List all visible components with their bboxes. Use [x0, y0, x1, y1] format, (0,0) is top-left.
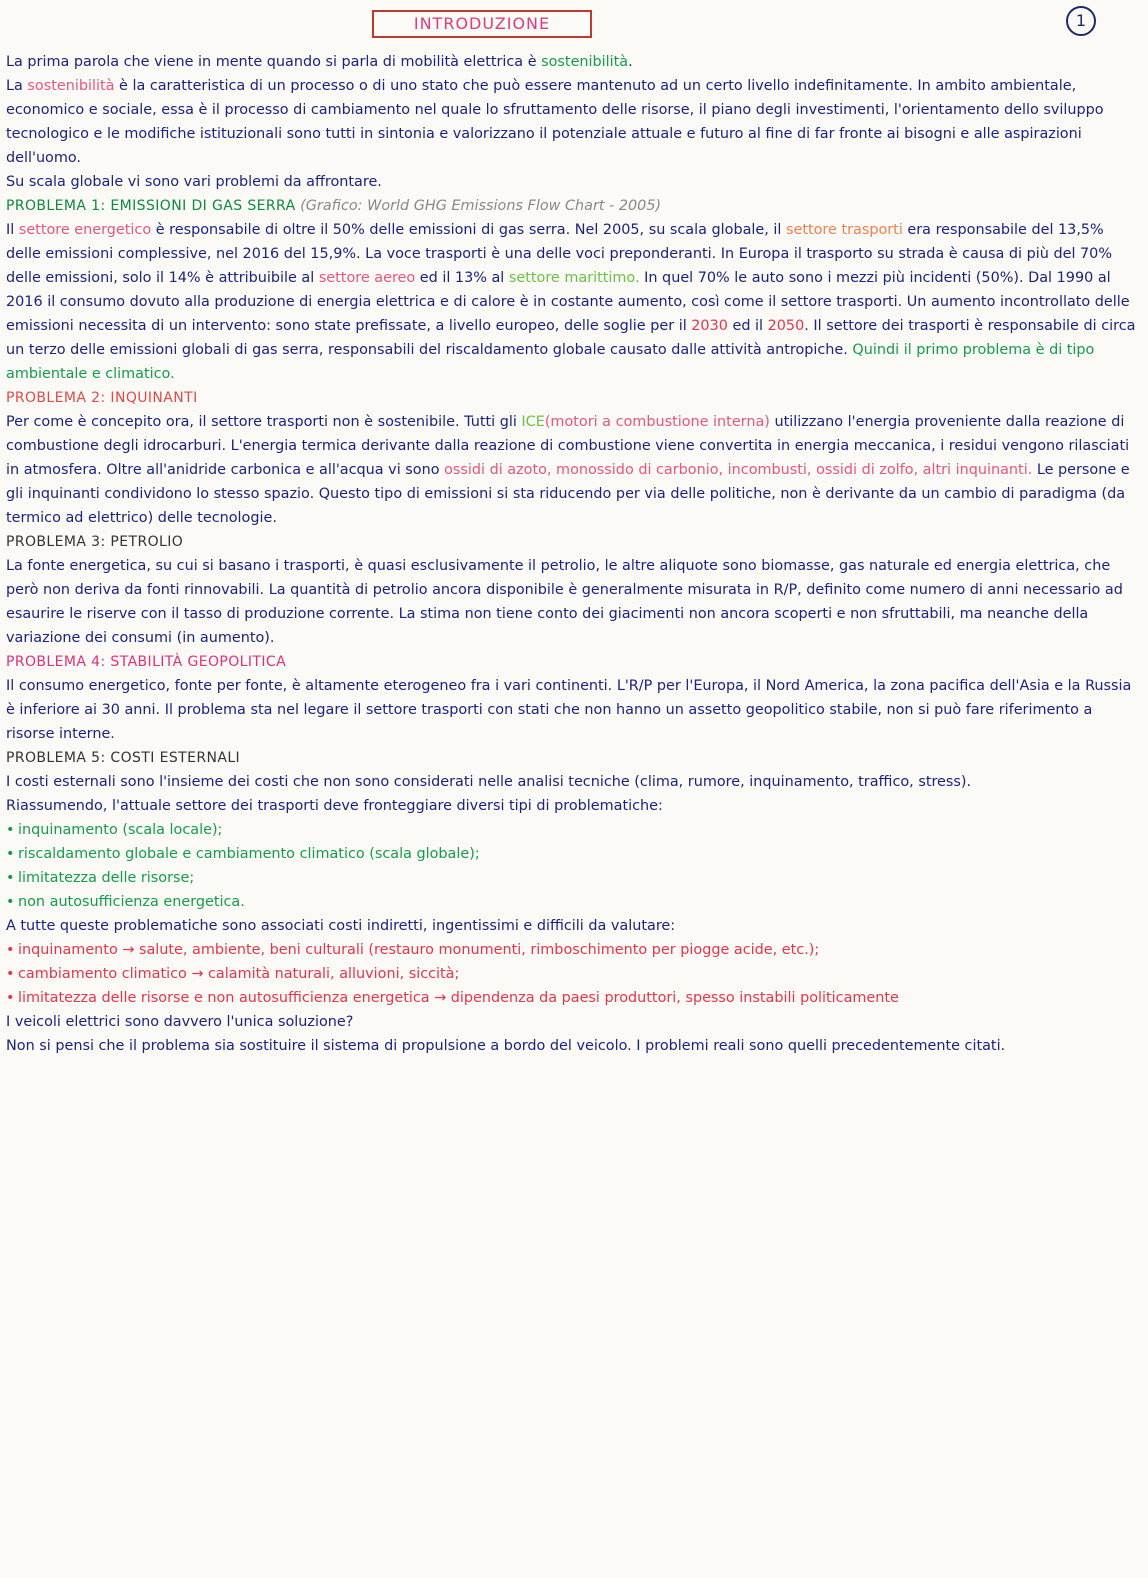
- highlight: settore energetico: [18, 222, 152, 238]
- text: era responsabile del 13,5% delle emissioni complessive, nel 2016 del 15,9%. La voce trasporti è una delle voci preponderanti. In Europa il trasporto su strada è causa di più del 70% delle emissioni, solo il 14% è attribuibile al: [6, 222, 1113, 286]
- text: Per come è concepito ora, il settore trasporti non è sostenibile. Tutti gli: [6, 414, 522, 430]
- question: I veicoli elettrici sono davvero l'unica soluzione?: [6, 1014, 354, 1030]
- intro-paragraph-1: [6, 50, 1138, 74]
- problem-5-heading: PROBLEMA 5: COSTI ESTERNALI: [6, 750, 241, 766]
- text: è responsabile di oltre il 50% delle emissioni di gas serra. Nel 2005, su scala globale, il: [151, 222, 786, 238]
- year-highlight: 2030: [691, 318, 728, 334]
- intro-text: .: [628, 54, 633, 70]
- problem-4-heading-line: [6, 650, 1138, 674]
- problem-4-heading: PROBLEMA 4: STABILITÀ GEOPOLITICA: [6, 654, 287, 670]
- summary-intro: Riassumendo, l'attuale settore dei trasporti deve fronteggiare diversi tipi di problematiche:: [6, 798, 663, 814]
- problem-1-text: [6, 218, 1138, 386]
- problem-3-heading: PROBLEMA 3: PETROLIO: [6, 534, 184, 550]
- highlight: settore aereo: [318, 270, 416, 286]
- problem-5-heading-line: [6, 746, 1138, 770]
- sostenibilita-highlight: sostenibilità: [27, 78, 115, 94]
- sostenibilita-highlight: sostenibilità: [541, 54, 629, 70]
- text: Le persone e gli inquinanti condividono lo stesso spazio. Questo tipo di emissioni si sta riducendo per via delle politiche, non è derivante da un cambio di paradigma (da termico ad elettrico) delle tecnologie.: [6, 462, 1130, 526]
- problem-1-heading: PROBLEMA 1: EMISSIONI DI GAS SERRA: [6, 198, 296, 214]
- list-item: • limitatezza delle risorse;: [6, 866, 1138, 890]
- highlight: ICE: [521, 414, 545, 430]
- text: Il: [6, 222, 19, 238]
- highlight: (motori a combustione interna): [544, 414, 770, 430]
- summary-list: [6, 818, 1138, 914]
- problem-4-text: Il consumo energetico, fonte per fonte, è altamente eterogeneo fra i vari continenti. L'R/P per l'Europa, il Nord America, la zona pacifica dell'Asia e la Russia è inferiore ai 30 anni. Il problema sta nel legare il settore trasporti con stati che non hanno un assetto geopolitico stabile, non si può fare riferimento a risorse interne.: [6, 678, 1132, 742]
- highlight: settore marittimo.: [508, 270, 640, 286]
- list-item: • inquinamento (scala locale);: [6, 818, 1138, 842]
- page-title: INTRODUZIONE: [372, 10, 592, 38]
- problem-5-text: I costi esternali sono l'insieme dei costi che non sono considerati nelle analisi tecniche (clima, rumore, inquinamento, traffico, stress).: [6, 774, 972, 790]
- problem-2-heading: PROBLEMA 2: INQUINANTI: [6, 390, 198, 406]
- pollutants-highlight: ossidi di azoto, monossido di carbonio, incombusti, ossidi di zolfo, altri inquinanti.: [444, 462, 1033, 478]
- text: In quel 70% le auto sono i mezzi più incidenti (50%). Dal 1990 al 2016 il consumo dovuto alla produzione di energia elettrica e di calore è in costante aumento, così come il settore trasporti. Un aumento incontrollato delle emissioni necessita di un intervento: sono state prefissate, a livello europeo, delle soglie per il: [6, 270, 1130, 334]
- chart-reference-note: (Grafico: World GHG Emissions Flow Chart - 2005): [300, 198, 662, 214]
- conclusion-highlight: Quindi il primo problema è di tipo ambientale e climatico.: [6, 342, 1095, 382]
- page-number: 1: [1066, 6, 1096, 36]
- highlight: settore trasporti: [785, 222, 903, 238]
- problem-2-text: [6, 410, 1138, 530]
- intro-text: è la caratteristica di un processo o di uno stato che può essere mantenuto ad un certo livello indefinitamente. In ambito ambientale, economico e sociale, essa è il processo di cambiamento nel quale lo sfruttamento delle risorse, il piano degli investimenti, l'orientamento dello sviluppo tecnologico e le modifiche istituzionali sono tutti in sintonia e valorizzano il potenziale attuale e futuro al fine di far fronte ai bisogni e alle aspirazioni dell'uomo.: [6, 78, 1104, 166]
- list-item: • riscaldamento globale e cambiamento climatico (scala globale);: [6, 842, 1138, 866]
- year-highlight: 2050: [767, 318, 805, 334]
- text: ed il: [727, 318, 768, 334]
- problem-3-heading-line: [6, 530, 1138, 554]
- problem-1-heading-line: [6, 194, 1138, 218]
- costs-list: [6, 938, 1138, 1010]
- costs-intro: A tutte queste problematiche sono associati costi indiretti, ingentissimi e difficili da valutare:: [6, 918, 676, 934]
- intro-text: La: [6, 78, 28, 94]
- problem-3-text: La fonte energetica, su cui si basano i trasporti, è quasi esclusivamente il petrolio, le altre aliquote sono biomasse, gas naturale ed energia elettrica, che però non deriva da fonti rinnovabili. La quantità di petrolio ancora disponibile è generalmente misurata in R/P, definito come numero di anni necessario ad esaurire le riserve con il tasso di produzione corrente. La stima non tiene conto dei giacimenti non ancora scoperti e non sfruttabili, ma neanche della variazione dei consumi (in aumento).: [6, 558, 1123, 646]
- text: ed il 13% al: [415, 270, 509, 286]
- intro-paragraph-3: Su scala globale vi sono vari problemi da affrontare.: [6, 174, 382, 190]
- list-item: • limitatezza delle risorse e non autosufficienza energetica → dipendenza da paesi produttori, spesso instabili politicamente: [6, 986, 1138, 1010]
- problem-2-heading-line: [6, 386, 1138, 410]
- intro-paragraph-2: [6, 74, 1138, 170]
- notes-body: [6, 50, 1138, 1058]
- text: . Il settore dei trasporti è responsabile di circa un terzo delle emissioni globali di gas serra, responsabili del riscaldamento globale causato dalle attività antropiche.: [6, 318, 1136, 358]
- final-text: Non si pensi che il problema sia sostituire il sistema di propulsione a bordo del veicolo. I problemi reali sono quelli precedentemente citati.: [6, 1038, 1006, 1054]
- text: utilizzano l'energia proveniente dalla reazione di combustione degli idrocarburi. L'energia termica derivante dalla reazione di combustione viene convertita in energia meccanica, i residui vengono rilasciati in atmosfera. Oltre all'anidride carbonica e all'acqua vi sono: [6, 414, 1130, 478]
- list-item: • cambiamento climatico → calamità naturali, alluvioni, siccità;: [6, 962, 1138, 986]
- list-item: • inquinamento → salute, ambiente, beni culturali (restauro monumenti, rimboschimento per piogge acide, etc.);: [6, 938, 1138, 962]
- list-item: • non autosufficienza energetica.: [6, 890, 1138, 914]
- intro-text: La prima parola che viene in mente quando si parla di mobilità elettrica è: [6, 54, 542, 70]
